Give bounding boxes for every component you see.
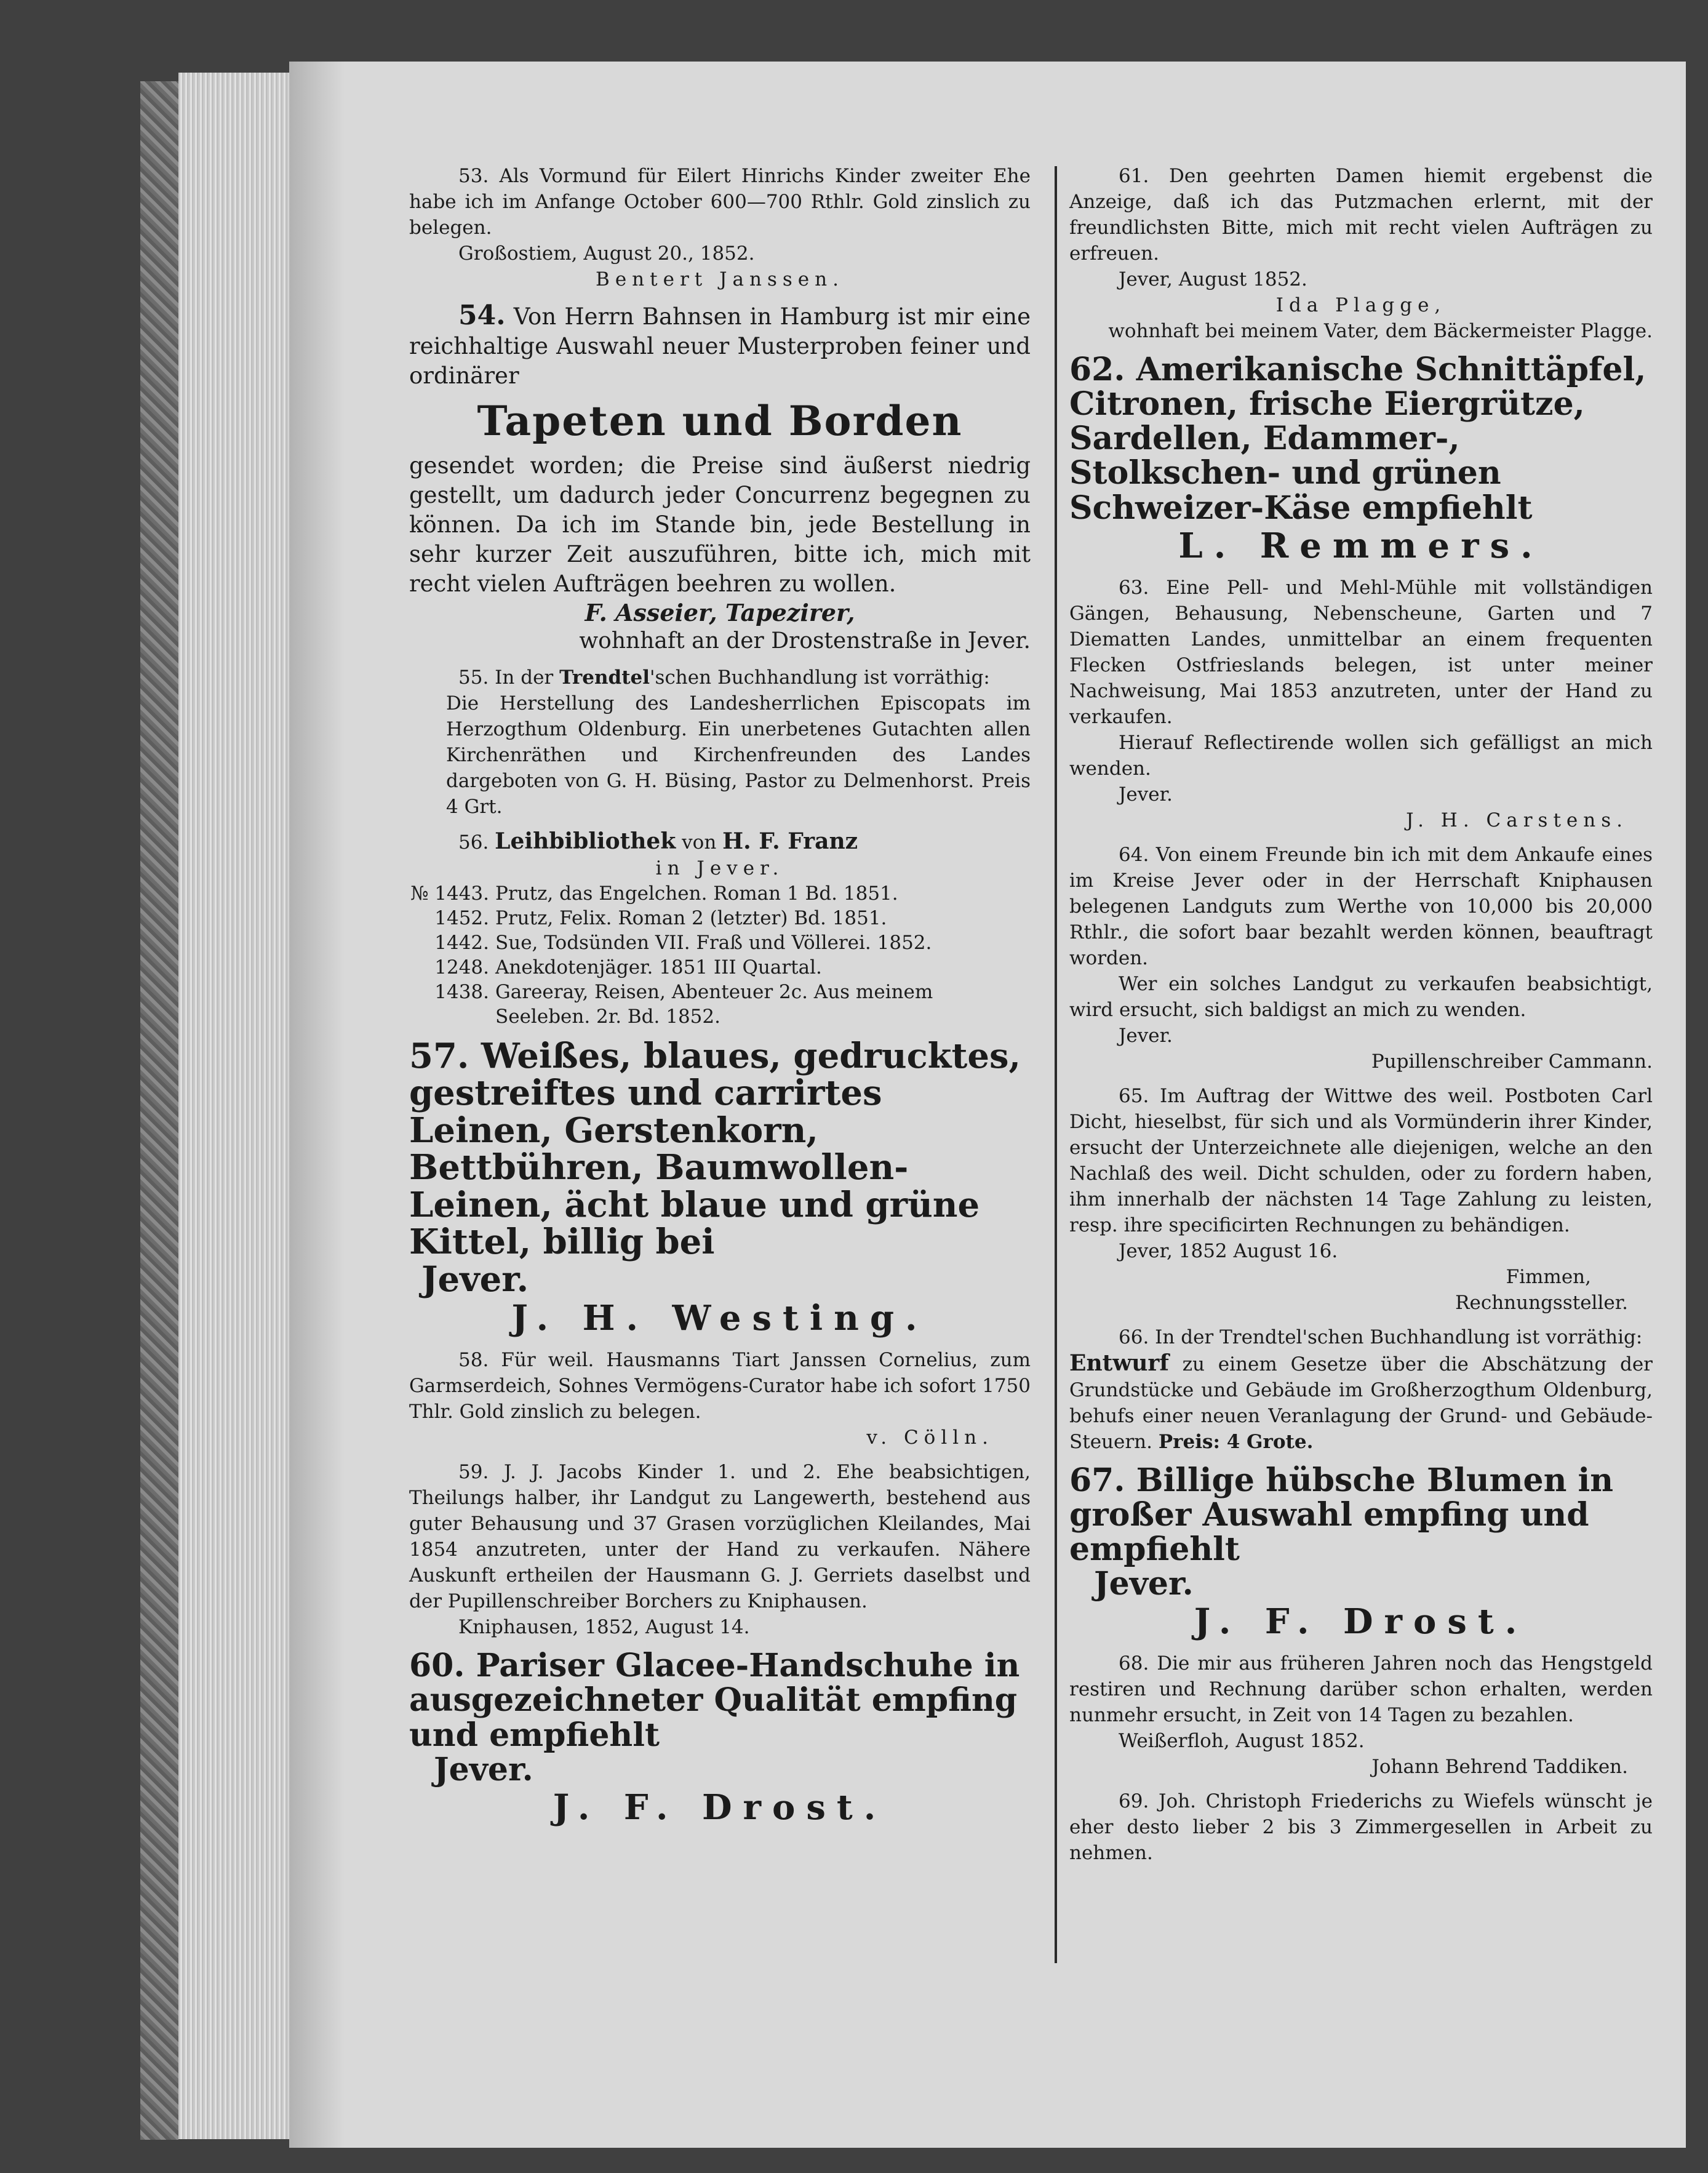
ad-64 bbox=[1069, 842, 1653, 1074]
ad-64-text-2: Wer ein solches Landgut zu verkaufen beabsichtigt, wird ersucht, sich baldigst an mich zu wenden. bbox=[1069, 972, 1653, 1021]
ad-61 bbox=[1069, 163, 1653, 344]
ad-60-headline: 60. Pariser Glacee-Handschuhe in ausgezeichneter Qualität empfing und empfiehlt bbox=[409, 1647, 1020, 1754]
ad-58-text: 58. Für weil. Hausmanns Tiart Janssen Cornelius, zum Garmserdeich, Sohnes Vermögens-Curator habe ich sofort 1750 Thlr. Gold zinslich zu belegen. bbox=[409, 1349, 1031, 1423]
ad-64-place: Jever. bbox=[1119, 1024, 1173, 1047]
ad-66-pre: 66. In der Trendtel'schen Buchhandlung ist vorräthig: bbox=[1119, 1326, 1643, 1348]
ad-53 bbox=[409, 163, 1031, 292]
ad-60 bbox=[409, 1649, 1031, 1828]
ad-54-signature: F. Asseier, Tapezirer, bbox=[585, 599, 855, 626]
catalog-number: 1438. bbox=[434, 981, 489, 1003]
ad-54-number: 54. bbox=[458, 300, 506, 331]
ad-55 bbox=[409, 665, 1031, 820]
ad-56-place: in Jever. bbox=[655, 857, 784, 879]
ad-67-headline: 67. Billige hübsche Blumen in großer Auswahl empfing und empfiehlt bbox=[1069, 1461, 1614, 1569]
ad-59 bbox=[409, 1459, 1031, 1640]
ad-62-headline: 62. Amerikanische Schnittäpfel, Citronen, frische Eiergrütze, Sardellen, Edammer-, Stolkschen- und grünen Schweizer-Käse empfiehlt bbox=[1069, 351, 1646, 527]
left-column bbox=[409, 163, 1031, 1836]
ad-66-price: Preis: 4 Grote. bbox=[1158, 1430, 1314, 1453]
ad-67 bbox=[1069, 1463, 1653, 1643]
ad-65-text: 65. Im Auftrag der Wittwe des weil. Postboten Carl Dicht, hieselbst, für sich und als Vormünderin ihrer Kinder, ersucht der Unterzeichnete alle diejenigen, welche an den Nachlaß des weil. Dicht schulden, oder zu fordern haben, ihm innerhalb der nächsten 14 Tage Zahlung zu leisten, resp. ihre specificirten Rechnungen zu behändigen. bbox=[1069, 1084, 1653, 1236]
ad-60-signature: J. F. Drost. bbox=[553, 1787, 887, 1828]
ad-61-text: 61. Den geehrten Damen hiemit ergebenst die Anzeige, daß ich das Putzmachen erlernt, mit der freundlichsten Bitte, mich mit recht vielen Aufträgen zu erfreuen. bbox=[1069, 165, 1653, 265]
ad-58-signature: v. Cölln. bbox=[866, 1427, 994, 1449]
ad-58 bbox=[409, 1347, 1031, 1451]
ad-68-place: Weißerfloh, August 1852. bbox=[1119, 1730, 1365, 1753]
ad-57-headline: 57. Weißes, blaues, gedrucktes, gestreiftes und carrirtes Leinen, Gerstenkorn, Bettbühren, Baumwollen-Leinen, ächt blaue und grüne Kittel, billig bei bbox=[409, 1036, 1021, 1263]
ad-63 bbox=[1069, 575, 1653, 833]
ad-66-text: zu einem Gesetze über die Abschätzung der Grundstücke und Gebäude im Großherzogthum Oldenburg, behufs einer neuen Veranlagung der Grund- und Gebäude-Steuern. bbox=[1069, 1353, 1653, 1453]
gutter-shadow bbox=[289, 62, 345, 2148]
ad-53-text: 53. Als Vormund für Eilert Hinrichs Kinder zweiter Ehe habe ich im Anfange October 600—700 Rthlr. Gold zinslich zu belegen. bbox=[409, 165, 1031, 239]
ad-68-signature: Johann Behrend Taddiken. bbox=[1371, 1756, 1628, 1779]
catalog-text: Prutz, das Engelchen. Roman 1 Bd. 1851. bbox=[495, 882, 898, 905]
ad-57 bbox=[409, 1038, 1031, 1339]
ad-53-place: Großostiem, August 20., 1852. bbox=[458, 242, 755, 265]
ad-69 bbox=[1069, 1788, 1653, 1866]
catalog-row bbox=[409, 881, 1031, 906]
ad-63-text-2: Hierauf Reflectirende wollen sich gefälligst an mich wenden. bbox=[1069, 731, 1653, 780]
column-rule bbox=[1055, 166, 1057, 1963]
ad-57-place: Jever. bbox=[421, 1259, 529, 1300]
catalog-text: Prutz, Felix. Roman 2 (letzter) Bd. 1851. bbox=[495, 907, 887, 929]
ad-65 bbox=[1069, 1083, 1653, 1316]
ad-66 bbox=[1069, 1324, 1653, 1455]
ad-56-title: Leihbibliothek bbox=[495, 828, 676, 854]
ad-57-signature: J. H. Westing. bbox=[511, 1298, 928, 1339]
ad-63-signature: J. H. Carstens. bbox=[1406, 809, 1628, 831]
ad-69-text: 69. Joh. Christoph Friederichs zu Wiefels wünscht je eher desto lieber 2 bis 3 Zimmergesellen in Arbeit zu nehmen. bbox=[1069, 1790, 1653, 1865]
ad-56-mid: von bbox=[682, 831, 717, 854]
ad-61-signature: Ida Plagge, bbox=[1275, 294, 1447, 316]
catalog-number: № 1443. bbox=[410, 882, 489, 905]
ad-68-text: 68. Die mir aus früheren Jahren noch das Hengstgeld restiren und Rechnung darüber schon erhalten, werden nunmehr ersucht, in Zeit von 14 Tagen zu bezahlen. bbox=[1069, 1652, 1653, 1727]
catalog-row bbox=[409, 930, 1031, 955]
ad-65-role: Rechnungssteller. bbox=[1455, 1291, 1628, 1314]
ad-67-place: Jever. bbox=[1094, 1565, 1194, 1603]
ad-59-place: Kniphausen, 1852, August 14. bbox=[458, 1616, 750, 1639]
ad-54-text: gesendet worden; die Preise sind äußerst niedrig gestellt, um dadurch jeder Concurrenz begegnen zu können. Da ich im Stande bin, jede Bestellung in sehr kurzer Zeit auszuführen, bitte ich, mich mit recht vielen Aufträgen beehren zu wollen. bbox=[409, 452, 1031, 597]
catalog-number: 1452. bbox=[434, 907, 489, 929]
ad-59-text: 59. J. J. Jacobs Kinder 1. und 2. Ehe beabsichtigen, Theilungs halber, ihr Landgut zu Langewerth, bestehend aus guter Behausung und 37 Grasen vorzüglichen Kleilandes, Mai 1854 anzutreten, unter der Hand zu verkaufen. Nähere Auskunft ertheilen der Hausmann G. J. Gerriets daselbst und der Pupillenschreiber Borchers zu Kniphausen. bbox=[409, 1461, 1031, 1613]
ad-64-text: 64. Von einem Freunde bin ich mit dem Ankaufe eines im Kreise Jever oder in der Herrschaft Kniphausen belegenen Landguts zum Werthe von 10,000 bis 20,000 Rthlr., die sofort baar bezahlt werden können, beauftragt worden. bbox=[1069, 843, 1653, 969]
ad-55-shop-name: Trendtel bbox=[559, 666, 650, 689]
catalog-text: Anekdotenjäger. 1851 III Quartal. bbox=[495, 956, 822, 978]
page-edges bbox=[178, 73, 289, 2139]
ad-64-signature: Pupillenschreiber Cammann. bbox=[1371, 1050, 1653, 1073]
ad-53-signature: Bentert Janssen. bbox=[596, 268, 844, 290]
ad-61-place: Jever, August 1852. bbox=[1119, 268, 1307, 290]
ad-54-address: wohnhaft an der Drostenstraße in Jever. bbox=[579, 628, 1031, 654]
catalog-row bbox=[409, 906, 1031, 930]
ad-63-place: Jever. bbox=[1119, 783, 1173, 806]
right-column bbox=[1069, 163, 1653, 1875]
catalog-number: 1442. bbox=[434, 932, 489, 954]
ad-62-signature: L. Remmers. bbox=[1178, 525, 1544, 566]
ad-56-owner: H. F. Franz bbox=[722, 828, 858, 854]
ad-67-signature: J. F. Drost. bbox=[1194, 1601, 1528, 1643]
catalog-row bbox=[409, 955, 1031, 980]
ad-65-signature: Fimmen, bbox=[1506, 1265, 1591, 1288]
catalog-text: Sue, Todsünden VII. Fraß und Völlerei. 1852. bbox=[495, 932, 932, 954]
ad-55-number: 55. bbox=[458, 666, 489, 689]
catalog-row bbox=[409, 980, 1031, 1029]
ad-54-intro: Von Herrn Bahnsen in Hamburg ist mir eine reichhaltige Auswahl neuer Musterproben feiner und ordinärer bbox=[409, 303, 1031, 389]
ad-54 bbox=[409, 301, 1031, 656]
ad-62 bbox=[1069, 353, 1653, 566]
ad-60-place: Jever. bbox=[434, 1750, 533, 1788]
ad-55-post: 'schen Buchhandlung ist vorräthig: bbox=[650, 666, 990, 689]
ad-66-bold: Entwurf bbox=[1069, 1350, 1169, 1376]
ad-61-address: wohnhaft bei meinem Vater, dem Bäckermeister Plagge. bbox=[1108, 320, 1653, 342]
ad-54-headline: Tapeten und Borden bbox=[477, 397, 963, 445]
catalog-number: 1248. bbox=[434, 956, 489, 978]
ad-63-text: 63. Eine Pell- und Mehl-Mühle mit vollständigen Gängen, Behausung, Nebenscheune, Garten und 7 Diematten Landes, unmittelbar an einem frequenten Flecken Ostfrieslands belegen, ist unter meiner Nachweisung, Mai 1853 anzutreten, unter der Hand zu verkaufen. bbox=[1069, 576, 1653, 728]
ad-56 bbox=[409, 828, 1031, 1029]
catalog-text: Gareeray, Reisen, Abenteuer 2c. Aus meinem Seeleben. 2r. Bd. 1852. bbox=[495, 981, 933, 1028]
ad-65-place: Jever, 1852 August 16. bbox=[1119, 1239, 1338, 1262]
ad-55-pre: In der bbox=[495, 666, 554, 689]
book-cover-marbled bbox=[140, 81, 178, 2140]
ad-56-number: 56. bbox=[458, 831, 489, 854]
ad-55-title: Die Herstellung des Landesherrlichen Episcopats im Herzogthum Oldenburg. Ein unerbetenes Gutachten allen Kirchenräthen und Kirchenfreunden des Landes dargeboten von G. H. Büsing, Pastor zu Delmenhorst. Preis 4 Grt. bbox=[446, 692, 1031, 818]
ad-68 bbox=[1069, 1651, 1653, 1780]
